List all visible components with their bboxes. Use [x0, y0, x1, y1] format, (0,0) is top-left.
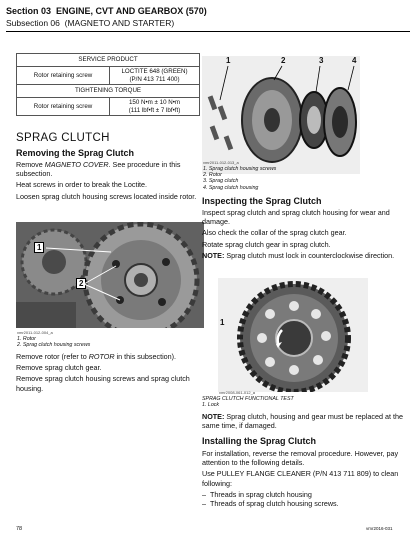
inspect-step-1: Inspect sprag clutch and sprag clutch housing for wear and damage.	[202, 208, 390, 227]
note2-text: Sprag clutch, housing and gear must be replaced at the same time, if damaged.	[202, 412, 403, 431]
spec-table	[16, 53, 200, 116]
callout-3: 3	[319, 56, 324, 65]
gear-graphic	[218, 278, 368, 392]
rotor-link[interactable]: ROTOR	[88, 352, 115, 361]
service-value-line1: LOCTITE 648 (GREEN)	[121, 68, 188, 75]
exploded-view-graphic	[202, 56, 360, 174]
right-figure1-code: vmr2011-012-013_a	[203, 160, 239, 165]
gear-callout-1: 1	[220, 318, 225, 327]
callout-2: 2	[76, 278, 86, 289]
service-product-header: SERVICE PRODUCT	[17, 54, 200, 67]
torque-header: TIGHTENING TORQUE	[17, 85, 200, 98]
step4-text-end: in this subsection).	[114, 352, 177, 361]
header-rule	[6, 31, 410, 32]
removing-step-5: Remove sprag clutch gear.	[16, 363, 102, 373]
service-value-line2: (P/N 413 711 400)	[129, 75, 180, 83]
inspect-step-3: Rotate sprag clutch gear in sprag clutch.	[202, 239, 331, 249]
removing-step-1	[16, 160, 204, 178]
replace-note-text	[202, 412, 407, 430]
fig1-caption-1: 1. Sprag clutch housing screws	[203, 166, 277, 172]
removing-step-6: Remove sprag clutch housing screws and sprag clutch housing.	[16, 374, 190, 393]
left-figure-caption	[17, 336, 90, 348]
section-heading: SPRAG CLUTCH	[16, 132, 110, 144]
callout-1: 1	[226, 56, 231, 65]
torque-value-line1: 150 N•m ± 10 N•m	[128, 99, 181, 106]
gear-figure-title: SPRAG CLUTCH FUNCTIONAL TEST	[202, 396, 294, 402]
exploded-view-figure	[202, 56, 360, 174]
subsection-header	[6, 18, 174, 28]
replace-note	[202, 412, 407, 432]
removing-steps-2	[16, 352, 204, 395]
installing-text	[202, 449, 407, 508]
magneto-cover-link[interactable]: MAGNETO COVER	[44, 160, 109, 169]
left-figure-code: vmr2011-012-004_a	[17, 330, 53, 335]
torque-item: Rotor retaining screw	[17, 98, 110, 116]
step4-text: Remove rotor (refer to	[16, 352, 89, 361]
section-number: Section 03	[6, 6, 52, 16]
install-step-1: For installation, reverse the removal procedure. However, pay attention to the following details.	[202, 449, 399, 468]
inspecting-text	[202, 208, 407, 262]
note-label: NOTE:	[202, 250, 225, 260]
step1-text: Remove	[16, 160, 45, 169]
service-item: Rotor retaining screw	[17, 67, 110, 85]
removing-step-4	[16, 352, 204, 361]
inspecting-heading: Inspecting the Sprag Clutch	[202, 196, 322, 206]
subsection-title: (MAGNETO AND STARTER)	[64, 18, 175, 28]
section-header	[6, 6, 207, 16]
removing-text	[16, 160, 204, 203]
inspect-note	[202, 251, 407, 260]
gear-figure-code: vmr2008-061-012_a	[219, 390, 256, 395]
list-item: – Threads in sprag clutch housing	[202, 490, 407, 499]
right-figure1-caption	[203, 166, 276, 191]
fig1-caption-2: 2. Rotor	[203, 172, 222, 179]
removing-step-2: Heat screws in order to break the Loctite.	[16, 180, 148, 190]
note-text: Sprag clutch must lock in counterclockwise direction.	[224, 250, 395, 260]
page-number: 78	[16, 526, 23, 532]
callout-1: 1	[34, 242, 44, 253]
callout-4: 4	[352, 56, 357, 65]
torque-value	[110, 98, 200, 116]
fig1-caption-3: 3. Sprag clutch	[203, 178, 239, 185]
section-title: ENGINE, CVT AND GEARBOX (570)	[56, 6, 207, 16]
inspect-step-2: Also check the collar of the sprag clutch gear.	[202, 228, 347, 238]
left-caption-2: 2. Sprag clutch housing screws	[17, 342, 91, 349]
callout-2: 2	[281, 56, 286, 65]
torque-value-line2: (111 lbf•ft ± 7 lbf•ft)	[128, 106, 181, 114]
note-label-2: NOTE:	[202, 412, 225, 421]
gear-caption-1: 1. Lock	[202, 402, 220, 409]
service-value	[110, 67, 200, 85]
list-item: – Threads of sprag clutch housing screws.	[202, 499, 407, 508]
document-code: vmr2016-031	[366, 526, 393, 531]
left-caption-1: 1. Rotor	[17, 336, 36, 342]
rotor-photo	[16, 222, 204, 328]
installing-heading: Installing the Sprag Clutch	[202, 436, 317, 446]
install-step-2: Use PULLEY FLANGE CLEANER (P/N 413 711 809) to clean following:	[202, 469, 399, 488]
gear-figure-caption	[202, 396, 294, 408]
removing-step-3: Loosen sprag clutch housing screws located inside rotor.	[16, 191, 197, 201]
step1-text-end: . See procedure in this subsection.	[16, 160, 181, 179]
gear-figure	[218, 278, 368, 392]
subsection-number: Subsection 06	[6, 18, 60, 28]
fig1-caption-4: 4. Sprag clutch housing	[203, 184, 259, 191]
removing-heading: Removing the Sprag Clutch	[16, 148, 135, 158]
callout-leaders	[16, 222, 204, 328]
